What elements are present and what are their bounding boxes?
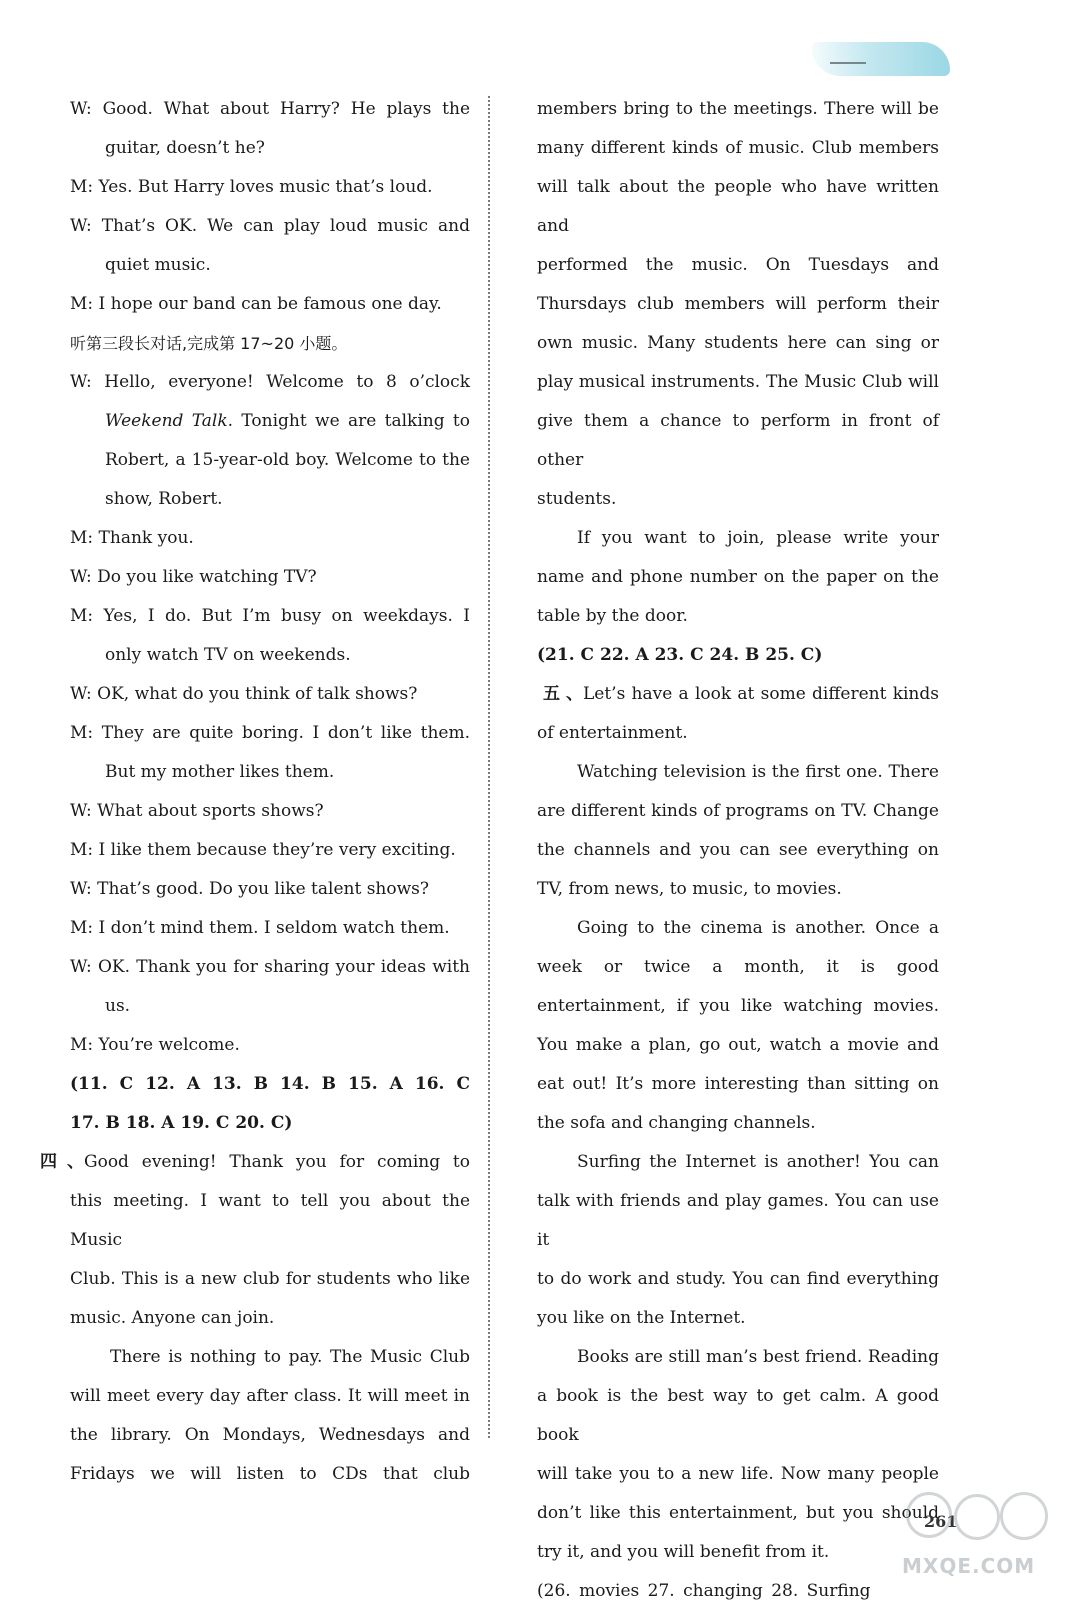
watermark-circle-3 — [1000, 1492, 1048, 1540]
line-text: Surfing the Internet is another! You can — [577, 1152, 939, 1172]
watermark-text: MXQE.COM — [902, 1554, 1036, 1578]
text-line — [70, 168, 470, 207]
text-line — [70, 207, 470, 246]
line-text: M: They are quite boring. I don’t like them. — [70, 723, 470, 743]
line-text: Club. This is a new club for students who like — [70, 1269, 470, 1289]
watermark-circle-1 — [906, 1492, 952, 1538]
text-line — [70, 1026, 470, 1065]
text-line — [70, 675, 470, 714]
line-text: name and phone number on the paper on the — [537, 567, 939, 587]
line-text: give them a chance to perform in front of other — [537, 411, 939, 470]
text-line — [537, 285, 939, 324]
text-line — [70, 285, 470, 324]
text-line — [537, 558, 939, 597]
line-text: don’t like this entertainment, but you should — [537, 1503, 939, 1523]
line-text: own music. Many students here can sing or — [537, 333, 939, 353]
line-text: you like on the Internet. — [537, 1308, 746, 1328]
line-text: M: I like them because they’re very exciting. — [70, 840, 456, 860]
right-column — [537, 90, 939, 1611]
text-line — [70, 246, 470, 285]
text-line — [70, 753, 470, 792]
line-text: Books are still man’s best friend. Reading — [577, 1347, 939, 1367]
line-text: music. Anyone can join. — [70, 1308, 275, 1328]
text-line — [537, 636, 939, 675]
text-line — [40, 1143, 470, 1182]
text-line — [70, 324, 470, 363]
text-line — [70, 519, 470, 558]
line-text: W: Hello, everyone! Welcome to 8 o’clock — [70, 372, 470, 392]
line-text: this meeting. I want to tell you about the Music — [70, 1191, 470, 1250]
text-line — [537, 987, 939, 1026]
line-text: 听第三段长对话,完成第 17~20 小题。 — [70, 334, 348, 353]
text-line — [537, 1104, 939, 1143]
line-text: Watching television is the first one. There — [577, 762, 939, 782]
text-line — [70, 987, 470, 1026]
text-line — [70, 909, 470, 948]
line-text: the library. On Mondays, Wednesdays and — [70, 1425, 470, 1445]
text-line — [537, 90, 939, 129]
text-line — [70, 1182, 470, 1260]
line-text: will meet every day after class. It will meet in — [70, 1386, 470, 1406]
text-line — [537, 714, 939, 753]
line-text: M: Yes. But Harry loves music that’s loud. — [70, 177, 433, 197]
line-text: talk with friends and play games. You can use it — [537, 1191, 939, 1250]
line-text: M: I hope our band can be famous one day. — [70, 294, 442, 314]
text-line — [537, 1026, 939, 1065]
text-line — [70, 1260, 470, 1299]
text-line — [537, 1182, 939, 1260]
text-line — [537, 753, 939, 792]
line-text: us. — [105, 996, 131, 1016]
text-line — [537, 675, 939, 714]
line-text: Going to the cinema is another. Once a — [577, 918, 939, 938]
text-line — [537, 792, 939, 831]
answer-text: (26. movies 27. changing 28. Surfing — [537, 1581, 871, 1601]
line-text: will take you to a new life. Now many people — [537, 1464, 939, 1484]
page-number: 261 — [924, 1512, 958, 1531]
text-line — [537, 1143, 939, 1182]
line-text: M: You’re welcome. — [70, 1035, 240, 1055]
text-line — [537, 519, 939, 558]
text-line — [70, 402, 470, 441]
line-text: (21. C 22. A 23. C 24. B 25. C) — [537, 645, 823, 665]
line-text: W: Good. What about Harry? He plays the — [70, 99, 470, 119]
line-text: You make a plan, go out, watch a movie and — [537, 1035, 939, 1055]
line-text: Thursdays club members will perform their — [537, 294, 939, 314]
text-line — [537, 1533, 939, 1572]
line-text: table by the door. — [537, 606, 688, 626]
line-text: a book is the best way to get calm. A good book — [537, 1386, 939, 1445]
line-text: W: Do you like watching TV? — [70, 567, 317, 587]
line-text: students. — [537, 489, 617, 509]
text-line — [537, 363, 939, 402]
section-marker: 五、 — [543, 684, 583, 704]
text-line — [537, 597, 939, 636]
line-text: Let’s have a look at some different kinds — [583, 684, 939, 704]
text-line — [70, 597, 470, 636]
line-text: many different kinds of music. Club members — [537, 138, 939, 158]
line-text: M: Yes, I do. But I’m busy on weekdays. I — [70, 606, 470, 626]
line-text: show, Robert. — [105, 489, 223, 509]
text-line — [537, 480, 939, 519]
text-line — [70, 363, 470, 402]
text-line — [70, 129, 470, 168]
header-stroke — [830, 62, 866, 64]
text-line — [70, 636, 470, 675]
text-line — [537, 1338, 939, 1377]
text-line — [537, 948, 939, 987]
watermark-circle-2 — [954, 1494, 1000, 1540]
line-text: But my mother likes them. — [105, 762, 335, 782]
left-column — [40, 90, 471, 1494]
column-divider — [488, 96, 490, 1438]
line-text: W: That’s OK. We can play loud music and — [70, 216, 470, 236]
text-line — [537, 1455, 939, 1494]
section-marker: 四、 — [40, 1152, 84, 1172]
line-text: 17. B 18. A 19. C 20. C) — [70, 1113, 293, 1133]
line-text: week or twice a month, it is good — [537, 957, 939, 977]
text-line — [537, 831, 939, 870]
text-line — [537, 168, 939, 246]
text-line — [70, 1416, 470, 1455]
text-line — [70, 1377, 470, 1416]
header-decoration — [812, 42, 950, 76]
line-text: TV, from news, to music, to movies. — [537, 879, 842, 899]
line-text: play musical instruments. The Music Club will — [537, 372, 939, 392]
line-text: Robert, a 15-year-old boy. Welcome to the — [105, 450, 470, 470]
line-text: eat out! It’s more interesting than sitting on — [537, 1074, 939, 1094]
line-text: Good evening! Thank you for coming to — [84, 1152, 470, 1172]
text-line — [70, 948, 470, 987]
text-line — [537, 1494, 939, 1533]
line-text: There is nothing to pay. The Music Club — [110, 1347, 470, 1367]
line-text: guitar, doesn’t he? — [105, 138, 265, 158]
text-line — [537, 1377, 939, 1455]
line-text: performed the music. On Tuesdays and — [537, 255, 939, 275]
line-text: are different kinds of programs on TV. Change — [537, 801, 939, 821]
line-text: only watch TV on weekends. — [105, 645, 351, 665]
text-line — [537, 1299, 939, 1338]
text-line — [70, 441, 470, 480]
text-line — [537, 870, 939, 909]
line-text: Fridays we will listen to CDs that club — [70, 1464, 470, 1484]
line-text: . Tonight we are talking to — [227, 411, 471, 431]
line-text: entertainment, if you like watching movies. — [537, 996, 939, 1016]
line-text: If you want to join, please write your — [577, 528, 939, 548]
line-text: M: I don’t mind them. I seldom watch them. — [70, 918, 450, 938]
text-line — [70, 870, 470, 909]
line-text: W: That’s good. Do you like talent shows? — [70, 879, 430, 899]
text-line — [537, 1260, 939, 1299]
line-text: try it, and you will benefit from it. — [537, 1542, 830, 1562]
text-line — [70, 792, 470, 831]
line-text: M: Thank you. — [70, 528, 194, 548]
text-line — [70, 90, 470, 129]
text-line — [537, 324, 939, 363]
line-text: to do work and study. You can find everything — [537, 1269, 939, 1289]
text-line — [537, 402, 939, 480]
line-text: quiet music. — [105, 255, 211, 275]
watermark-logo — [900, 1488, 1050, 1578]
line-text: W: OK, what do you think of talk shows? — [70, 684, 418, 704]
line-text: W: What about sports shows? — [70, 801, 324, 821]
text-line — [70, 714, 470, 753]
text-line — [537, 246, 939, 285]
line-text: will talk about the people who have written and — [537, 177, 939, 236]
line-text: the sofa and changing channels. — [537, 1113, 816, 1133]
line-text: members bring to the meetings. There will be — [537, 99, 939, 119]
line-text: W: OK. Thank you for sharing your ideas with — [70, 957, 470, 977]
text-line — [537, 129, 939, 168]
text-line — [70, 1338, 470, 1377]
text-line — [70, 480, 470, 519]
text-line — [70, 831, 470, 870]
text-line — [537, 909, 939, 948]
line-text: (11. C 12. A 13. B 14. B 15. A 16. C — [70, 1074, 470, 1094]
text-line — [70, 1104, 470, 1143]
line-text: the channels and you can see everything on — [537, 840, 939, 860]
text-line — [537, 1572, 939, 1611]
text-line — [70, 1065, 470, 1104]
line-text: of entertainment. — [537, 723, 688, 743]
text-line — [537, 1065, 939, 1104]
text-line — [70, 1299, 470, 1338]
text-line — [70, 558, 470, 597]
show-title: Weekend Talk — [105, 411, 228, 431]
text-line — [70, 1455, 470, 1494]
